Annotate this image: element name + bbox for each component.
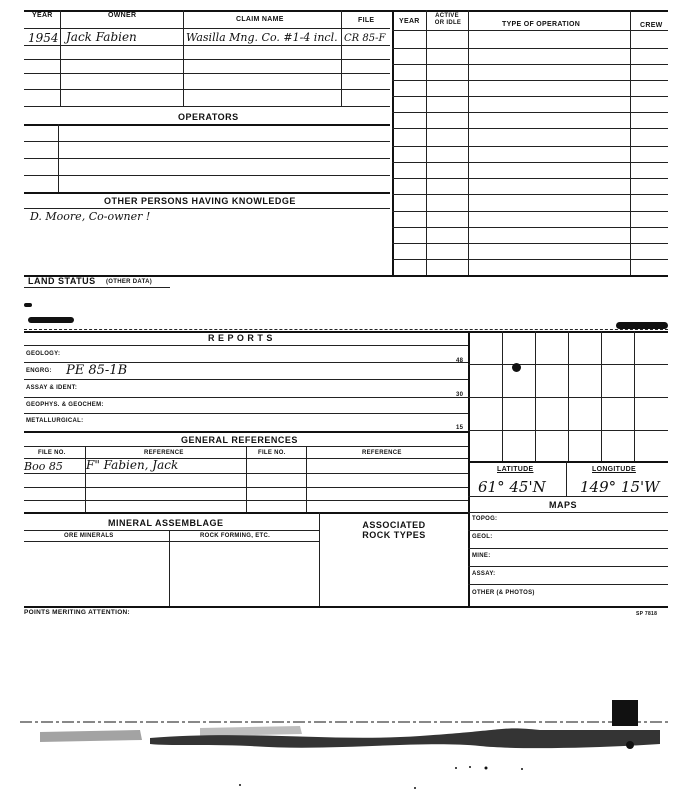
maps-title: MAPS: [549, 500, 578, 510]
owners-owner-header: OWNER: [108, 12, 137, 19]
reports-metallurgical: METALLURGICAL:: [26, 418, 84, 424]
reports-num-30: 30: [456, 392, 464, 398]
land-status-subtitle: (OTHER DATA): [106, 279, 153, 285]
general-refs-entry-file: Boo 85: [24, 460, 63, 473]
maps-mine: MINE:: [472, 553, 491, 559]
ops-type-header: TYPE OF OPERATION: [502, 21, 581, 28]
owners-file-header: FILE: [358, 17, 375, 24]
maps-other: OTHER (& PHOTOS): [472, 590, 535, 596]
form-number: SP 7818: [636, 611, 658, 617]
longitude-value: 149° 15'W: [580, 478, 660, 496]
owner-entry-name: Jack Fabien: [66, 30, 137, 44]
ops-active-header-2: OR IDLE: [434, 20, 462, 26]
minerals-assoc-2: ROCK TYPES: [362, 530, 426, 540]
maps-assay: ASSAY:: [472, 571, 496, 577]
general-refs-file-no-2: FILE NO.: [258, 450, 286, 456]
reports-engrg: ENGRG:: [26, 368, 52, 374]
latitude-label: LATITUDE: [497, 466, 534, 473]
reports-assay: ASSAY & IDENT:: [26, 385, 78, 391]
reports-num-15: 15: [456, 425, 464, 431]
general-refs-reference-2: REFERENCE: [362, 450, 402, 456]
owner-entry-year: 1954: [28, 31, 59, 45]
ops-year-header: YEAR: [399, 18, 420, 25]
minerals-ore: ORE MINERALS: [64, 533, 114, 539]
owners-claim-header: CLAIM NAME: [236, 16, 284, 23]
minerals-title: MINERAL ASSEMBLAGE: [108, 518, 224, 528]
general-refs-file-no: FILE NO.: [38, 450, 66, 456]
general-refs-reference: REFERENCE: [144, 450, 184, 456]
ops-active-header-1: ACTIVE: [435, 13, 459, 19]
maps-geol: GEOL:: [472, 534, 493, 540]
other-persons-entry: D. Moore, Co-owner !: [30, 210, 151, 223]
owner-entry-file: CR 85-F: [344, 33, 386, 44]
reports-num-48: 48: [456, 358, 464, 364]
owners-year-header: YEAR: [32, 12, 53, 19]
ops-crew-header: CREW: [640, 22, 663, 29]
other-persons-title: OTHER PERSONS HAVING KNOWLEDGE: [104, 196, 296, 206]
points-meriting-attention: POINTS MERITING ATTENTION:: [24, 609, 131, 616]
reports-engrg-value: PE 85-1B: [66, 363, 128, 378]
general-refs-entry-ref: F" Fabien, Jack: [86, 458, 179, 472]
maps-topog: TOPOG:: [472, 516, 498, 522]
minerals-rock: ROCK FORMING, ETC.: [200, 533, 271, 539]
owner-entry-claim: Wasilla Mng. Co. #1-4 incl.: [186, 31, 338, 44]
reports-geophys: GEOPHYS. & GEOCHEM:: [26, 402, 104, 408]
operators-title: OPERATORS: [178, 112, 239, 122]
land-status-title: LAND STATUS: [28, 276, 96, 286]
latitude-value: 61° 45'N: [478, 478, 546, 496]
longitude-label: LONGITUDE: [592, 466, 636, 473]
minerals-assoc-1: ASSOCIATED: [362, 520, 426, 530]
reports-title: R E P O R T S: [208, 333, 273, 343]
reports-geology: GEOLOGY:: [26, 351, 61, 357]
general-refs-title: GENERAL REFERENCES: [181, 435, 298, 445]
